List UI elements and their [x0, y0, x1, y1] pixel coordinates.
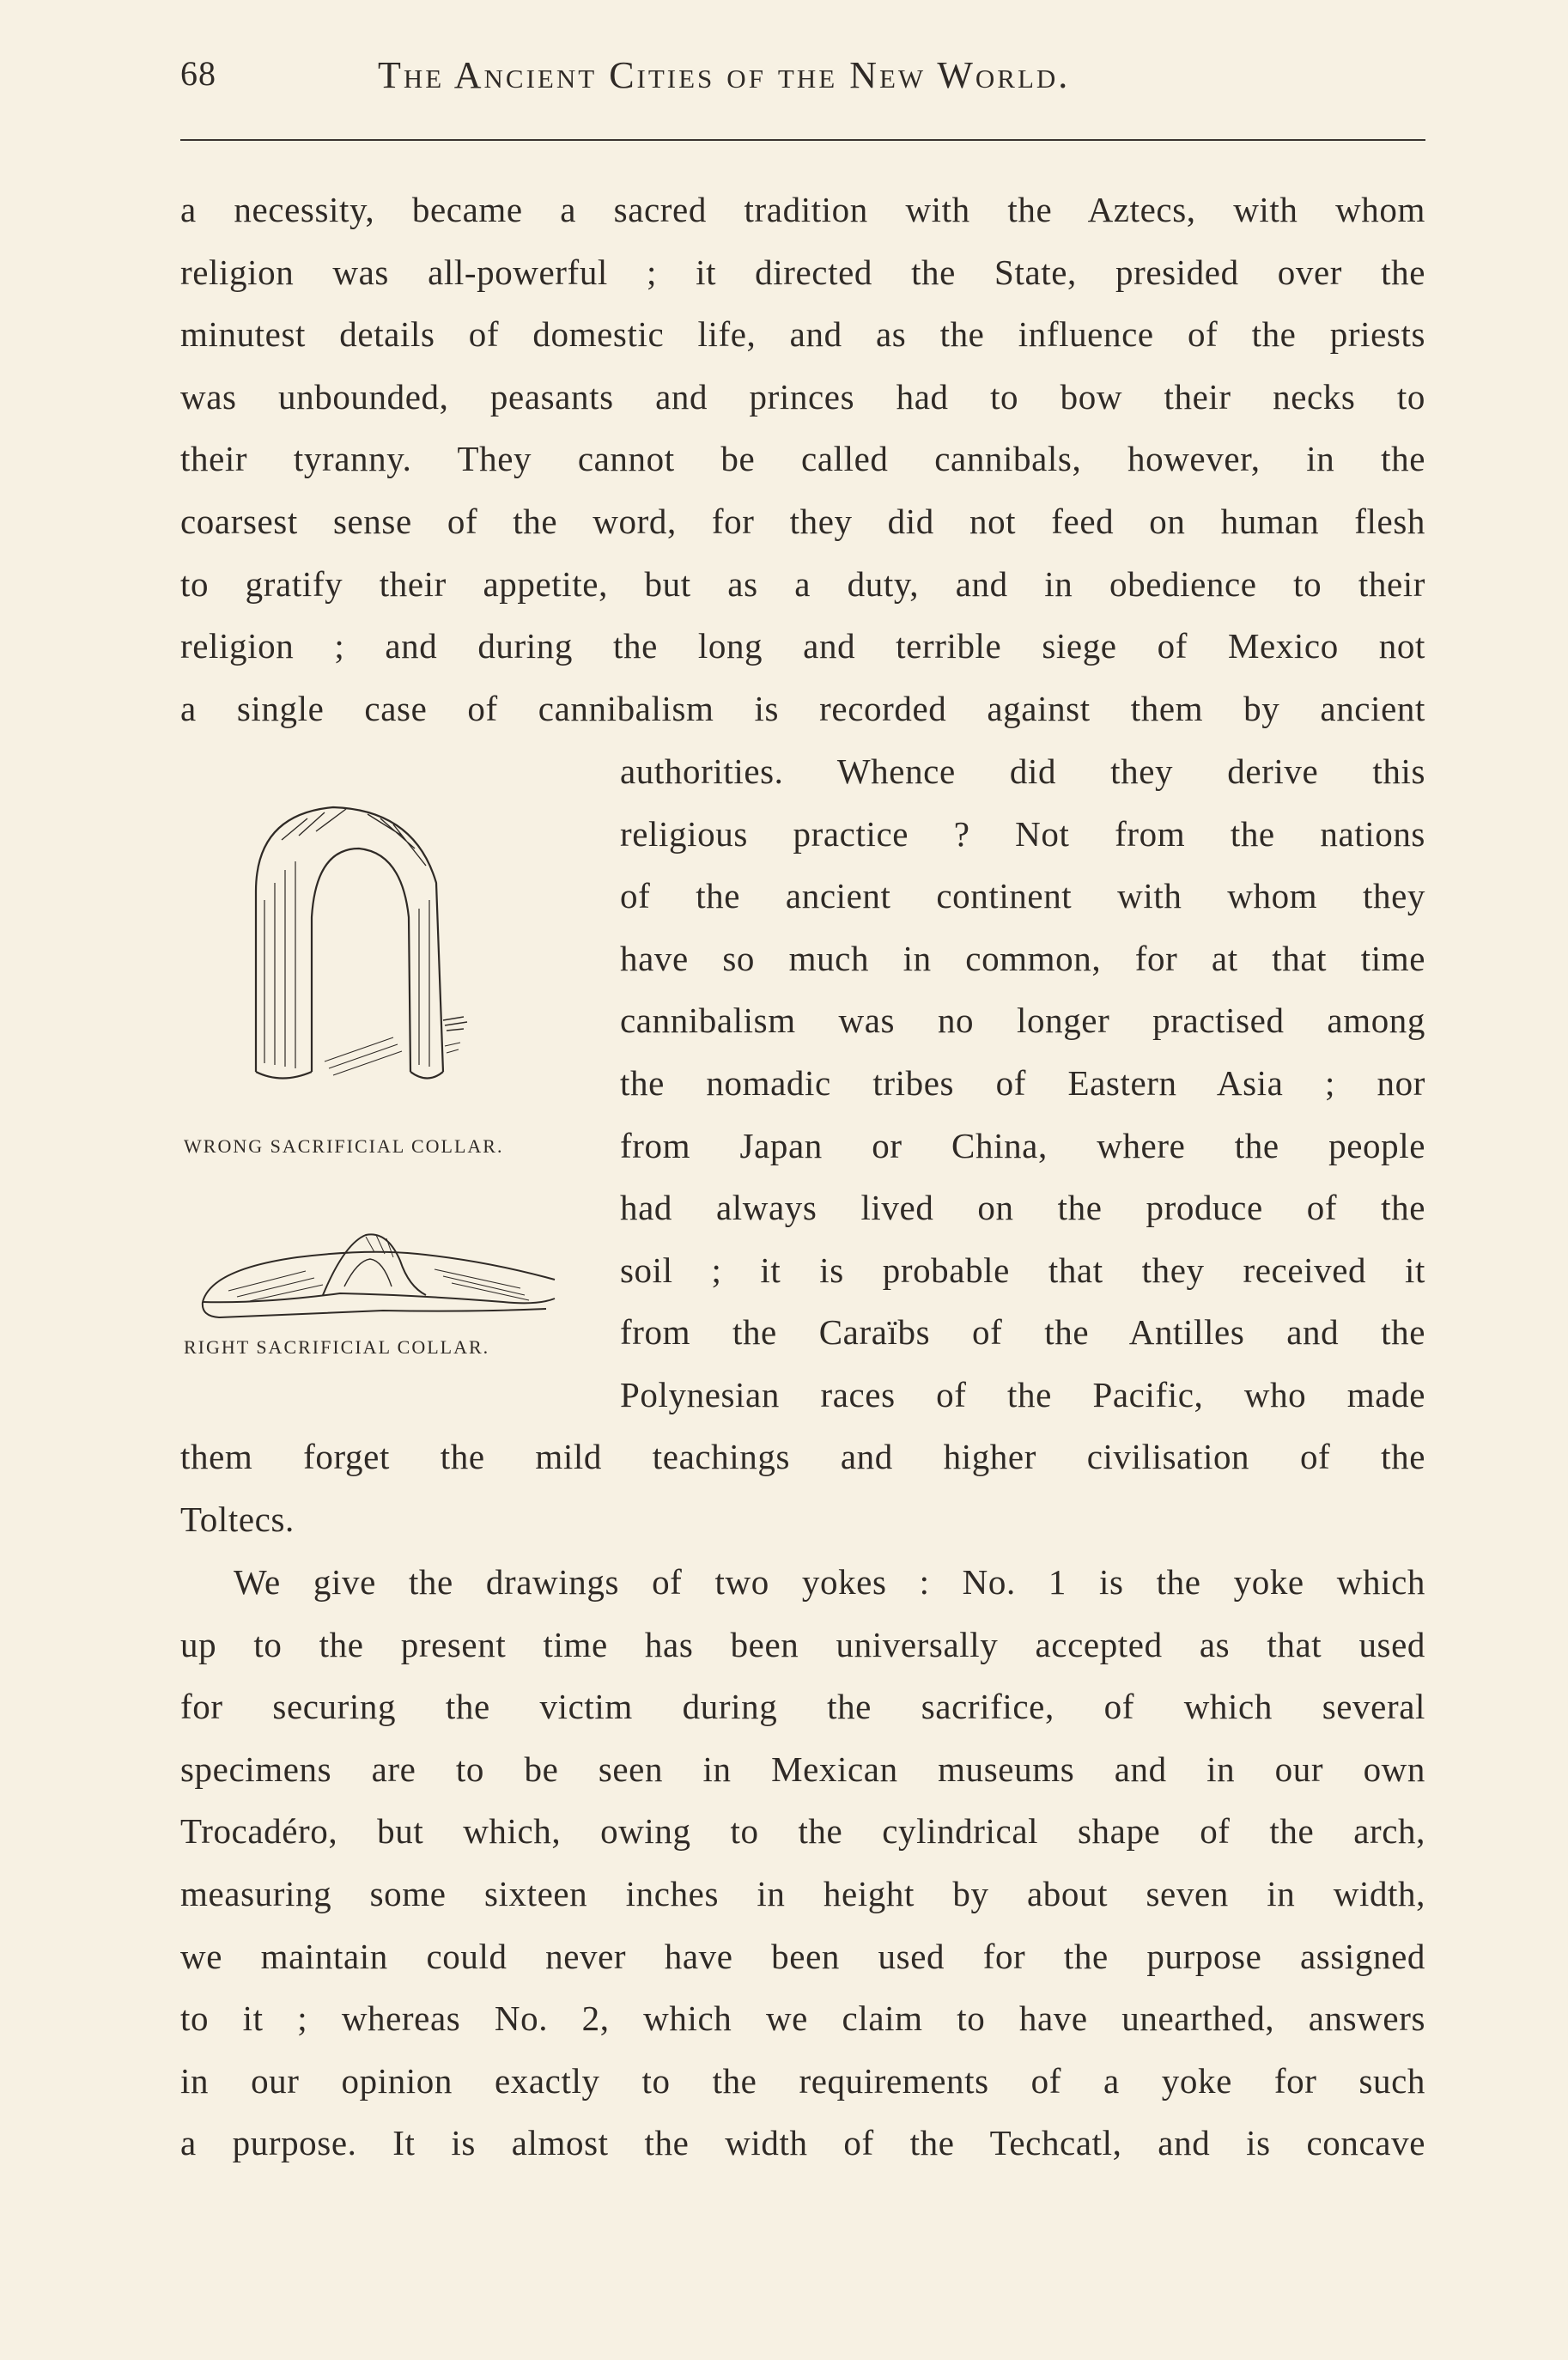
- text-line: a necessity, became a sacred tradition with the Aztecs, with whom: [180, 190, 1425, 229]
- text-line: We give the drawings of two yokes : No. 1 is the yoke which: [234, 1562, 1425, 1602]
- paragraph-1-column: [620, 740, 1425, 1426]
- text-line: a purpose. It is almost the width of the Techcatl, and is concave: [180, 2123, 1425, 2163]
- page-number: 68: [180, 54, 216, 93]
- text-line: religion ; and during the long and terrible siege of Mexico not: [180, 626, 1425, 666]
- text-line: we maintain could never have been used for the purpose assigned: [180, 1936, 1425, 1976]
- text-line: in our opinion exactly to the requirements of a yoke for such: [180, 2060, 1425, 2101]
- paragraph-1-top: [180, 179, 1425, 739]
- text-line: Toltecs.: [180, 1499, 295, 1539]
- text-line: minutest details of domestic life, and as the influence of the priests: [180, 314, 1425, 355]
- text-line: measuring some sixteen inches in height by about seven in width,: [180, 1873, 1425, 1913]
- wrong-collar-caption: WRONG SACRIFICIAL COLLAR.: [184, 1135, 504, 1157]
- right-collar-illustration: [194, 1209, 572, 1329]
- text-line: for securing the victim during the sacrifice, of which several: [180, 1687, 1425, 1727]
- text-line: from Japan or China, where the people: [620, 1125, 1425, 1165]
- text-line: specimens are to be seen in Mexican museums and in our own: [180, 1749, 1425, 1789]
- text-line: the nomadic tribes of Eastern Asia ; nor: [620, 1062, 1425, 1103]
- header-rule: [180, 139, 1425, 141]
- page-header: [180, 53, 1425, 105]
- text-line: their tyranny. They cannot be called cannibals, however, in the: [180, 439, 1425, 479]
- text-line: from the Caraïbs of the Antilles and the: [620, 1312, 1425, 1353]
- text-line: have so much in common, for at that time: [620, 938, 1425, 978]
- paragraph-1-bottom: [180, 1426, 1425, 1550]
- paragraph-2: [180, 1551, 1425, 2174]
- text-line: a single case of cannibalism is recorded against them by ancient: [180, 688, 1425, 728]
- wrong-collar-illustration: [230, 788, 531, 1098]
- text-line: had always lived on the produce of the: [620, 1188, 1425, 1228]
- text-line: them forget the mild teachings and higher civilisation of the: [180, 1437, 1425, 1476]
- text-line: cannibalism was no longer practised among: [620, 1001, 1425, 1041]
- text-line: was unbounded, peasants and princes had to bow their necks to: [180, 376, 1425, 417]
- right-collar-caption: RIGHT SACRIFICIAL COLLAR.: [184, 1336, 490, 1358]
- text-line: to gratify their appetite, but as a duty, and in obedience to their: [180, 563, 1425, 604]
- text-line: up to the present time has been universally accepted as that used: [180, 1624, 1425, 1664]
- text-line: soil ; it is probable that they received it: [620, 1250, 1425, 1290]
- text-line: religious practice ? Not from the nations: [620, 813, 1425, 854]
- running-title: The Ancient Cities of the New World.: [378, 54, 1071, 96]
- text-line: authorities. Whence did they derive this: [620, 751, 1425, 791]
- text-line: Trocadéro, but which, owing to the cylindrical shape of the arch,: [180, 1811, 1425, 1852]
- text-line: coarsest sense of the word, for they did not feed on human flesh: [180, 501, 1425, 541]
- text-line: religion was all-powerful ; it directed the State, presided over the: [180, 252, 1425, 292]
- text-line: to it ; whereas No. 2, which we claim to have unearthed, answers: [180, 1998, 1425, 2039]
- text-line: Polynesian races of the Pacific, who made: [620, 1374, 1425, 1414]
- text-line: of the ancient continent with whom they: [620, 876, 1425, 916]
